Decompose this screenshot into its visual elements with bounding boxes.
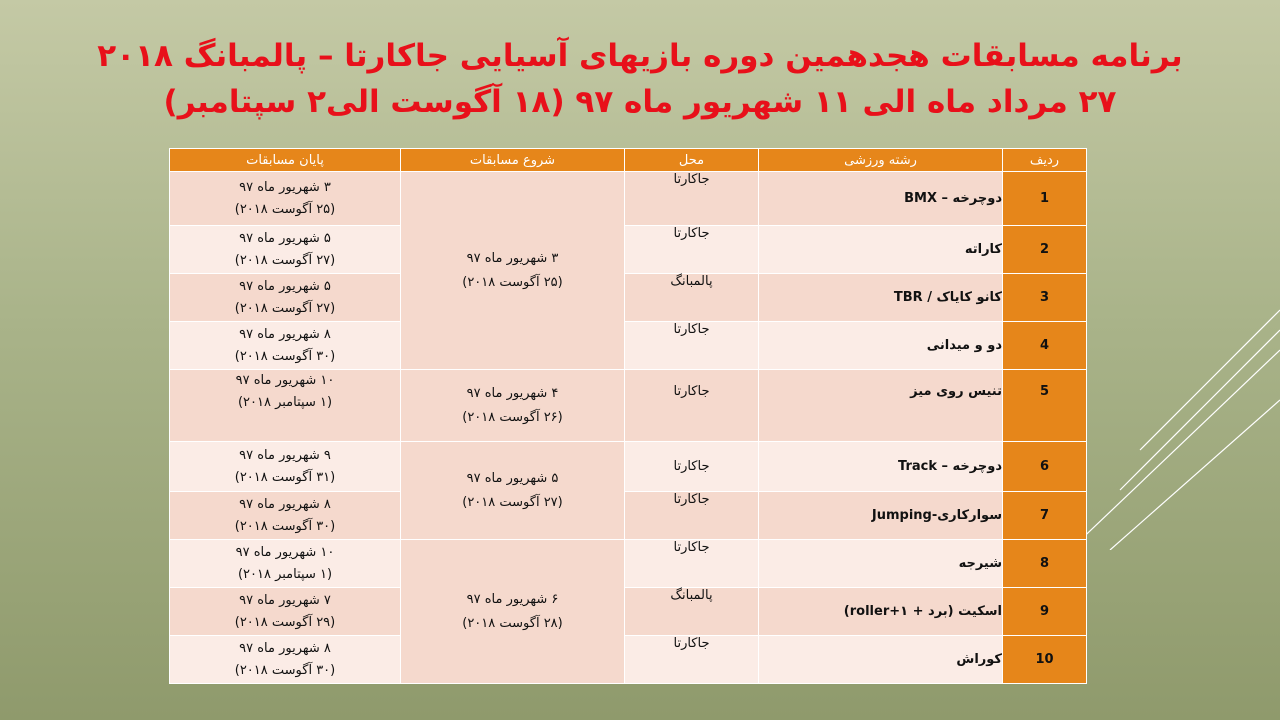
start-date-line2: (۲۵ آگوست ۲۰۱۸) — [462, 274, 563, 290]
venue: جاکارتا — [625, 540, 759, 588]
sport-name: کاراته — [759, 226, 1003, 274]
venue: جاکارتا — [625, 370, 759, 442]
end-date — [170, 172, 401, 226]
table-row — [170, 540, 1087, 588]
sport-name: سوارکاری-Jumping — [759, 492, 1003, 540]
row-number: 10 — [1003, 636, 1087, 684]
sport-name: کانو کایاک / TBR — [759, 274, 1003, 322]
start-date — [401, 540, 625, 684]
header-row-number: ردیف — [1003, 149, 1087, 172]
row-number: 7 — [1003, 492, 1087, 540]
sport-name: اسکیت (برد + ۱+roller) — [759, 588, 1003, 636]
end-date-line2: (۱ سپتامبر ۲۰۱۸) — [237, 395, 333, 410]
table-row — [170, 370, 1087, 442]
end-date — [170, 492, 401, 540]
end-date-line1: ۹ شهریور ماه ۹۷ — [239, 447, 331, 463]
end-date-line1: ۱۰ شهریور ماه ۹۷ — [235, 544, 335, 560]
end-date — [170, 370, 401, 442]
header-sport: رشته ورزشی — [759, 149, 1003, 172]
end-date-line2: (۲۷ آگوست ۲۰۱۸) — [234, 252, 336, 268]
end-date — [170, 226, 401, 274]
start-date-line1: ۶ شهریور ماه ۹۷ — [466, 591, 559, 607]
row-number: 8 — [1003, 540, 1087, 588]
end-date — [170, 274, 401, 322]
end-date-line2: (۳۰ آگوست ۲۰۱۸) — [234, 348, 336, 364]
row-number: 9 — [1003, 588, 1087, 636]
sport-name: تنیس روی میز — [759, 370, 1003, 442]
page-title: برنامه مسابقات هجدهمین دوره بازیهای آسیایی جاکارتا – پالمبانگ ۲۰۱۸ — [97, 38, 1183, 74]
venue: جاکارتا — [625, 172, 759, 226]
end-date-line1: ۵ شهریور ماه ۹۷ — [239, 230, 331, 246]
table-row — [170, 492, 1087, 540]
table-header-row — [170, 149, 1087, 172]
row-number: 4 — [1003, 322, 1087, 370]
sport-name: دوچرخه – Track — [759, 442, 1003, 492]
end-date — [170, 588, 401, 636]
end-date — [170, 442, 401, 492]
end-date — [170, 540, 401, 588]
venue: پالمبانگ — [625, 274, 759, 322]
end-date-line2: (۲۵ آگوست ۲۰۱۸) — [234, 201, 336, 217]
row-number: 1 — [1003, 172, 1087, 226]
decorative-lines — [1080, 300, 1280, 550]
end-date-line1: ۷ شهریور ماه ۹۷ — [239, 592, 331, 608]
start-date-line2: (۲۶ آگوست ۲۰۱۸) — [462, 409, 563, 425]
start-date — [401, 370, 625, 442]
header-end: پایان مسابقات — [170, 149, 401, 172]
venue: جاکارتا — [625, 636, 759, 684]
start-date-line2: (۲۷ آگوست ۲۰۱۸) — [462, 494, 563, 510]
table-row — [170, 172, 1087, 226]
end-date-line1: ۸ شهریور ماه ۹۷ — [239, 496, 331, 512]
start-date-line1: ۵ شهریور ماه ۹۷ — [466, 470, 559, 486]
end-date-line2: (۲۷ آگوست ۲۰۱۸) — [234, 300, 336, 316]
venue: جاکارتا — [625, 492, 759, 540]
page-subtitle: ۲۷ مرداد ماه الی ۱۱ شهریور ماه ۹۷ (۱۸ آگوست الی۲ سپتامبر) — [163, 84, 1117, 120]
end-date-line1: ۱۰ شهریور ماه ۹۷ — [235, 373, 335, 388]
row-number: 6 — [1003, 442, 1087, 492]
row-number: 5 — [1003, 370, 1087, 442]
table-row — [170, 274, 1087, 322]
table-row — [170, 442, 1087, 492]
venue: جاکارتا — [625, 442, 759, 492]
end-date-line1: ۳ شهریور ماه ۹۷ — [239, 179, 331, 195]
header-start: شروع مسابقات — [401, 149, 625, 172]
end-date-line1: ۵ شهریور ماه ۹۷ — [239, 278, 331, 294]
end-date — [170, 322, 401, 370]
venue: جاکارتا — [625, 226, 759, 274]
end-date-line1: ۸ شهریور ماه ۹۷ — [239, 640, 331, 656]
sport-name: شیرجه — [759, 540, 1003, 588]
end-date — [170, 636, 401, 684]
sport-name: کوراش — [759, 636, 1003, 684]
end-date-line1: ۸ شهریور ماه ۹۷ — [239, 326, 331, 342]
table-row — [170, 636, 1087, 684]
end-date-line2: (۳۰ آگوست ۲۰۱۸) — [234, 518, 336, 534]
table-row — [170, 226, 1087, 274]
row-number: 3 — [1003, 274, 1087, 322]
table-row — [170, 588, 1087, 636]
venue: جاکارتا — [625, 322, 759, 370]
sport-name: دو و میدانی — [759, 322, 1003, 370]
end-date-line2: (۳۰ آگوست ۲۰۱۸) — [234, 662, 336, 678]
table-row — [170, 322, 1087, 370]
header-place: محل — [625, 149, 759, 172]
venue: پالمبانگ — [625, 588, 759, 636]
start-date — [401, 172, 625, 370]
start-date-line2: (۲۸ آگوست ۲۰۱۸) — [462, 615, 563, 631]
sport-name: دوچرخه – BMX — [759, 172, 1003, 226]
start-date-line1: ۴ شهریور ماه ۹۷ — [466, 385, 559, 401]
end-date-line2: (۲۹ آگوست ۲۰۱۸) — [234, 614, 336, 630]
end-date-line2: (۳۱ آگوست ۲۰۱۸) — [234, 469, 336, 485]
end-date-line2: (۱ سپتامبر ۲۰۱۸) — [237, 566, 333, 582]
start-date-line1: ۳ شهریور ماه ۹۷ — [466, 250, 559, 266]
row-number: 2 — [1003, 226, 1087, 274]
schedule-table — [169, 148, 1087, 684]
start-date — [401, 442, 625, 540]
